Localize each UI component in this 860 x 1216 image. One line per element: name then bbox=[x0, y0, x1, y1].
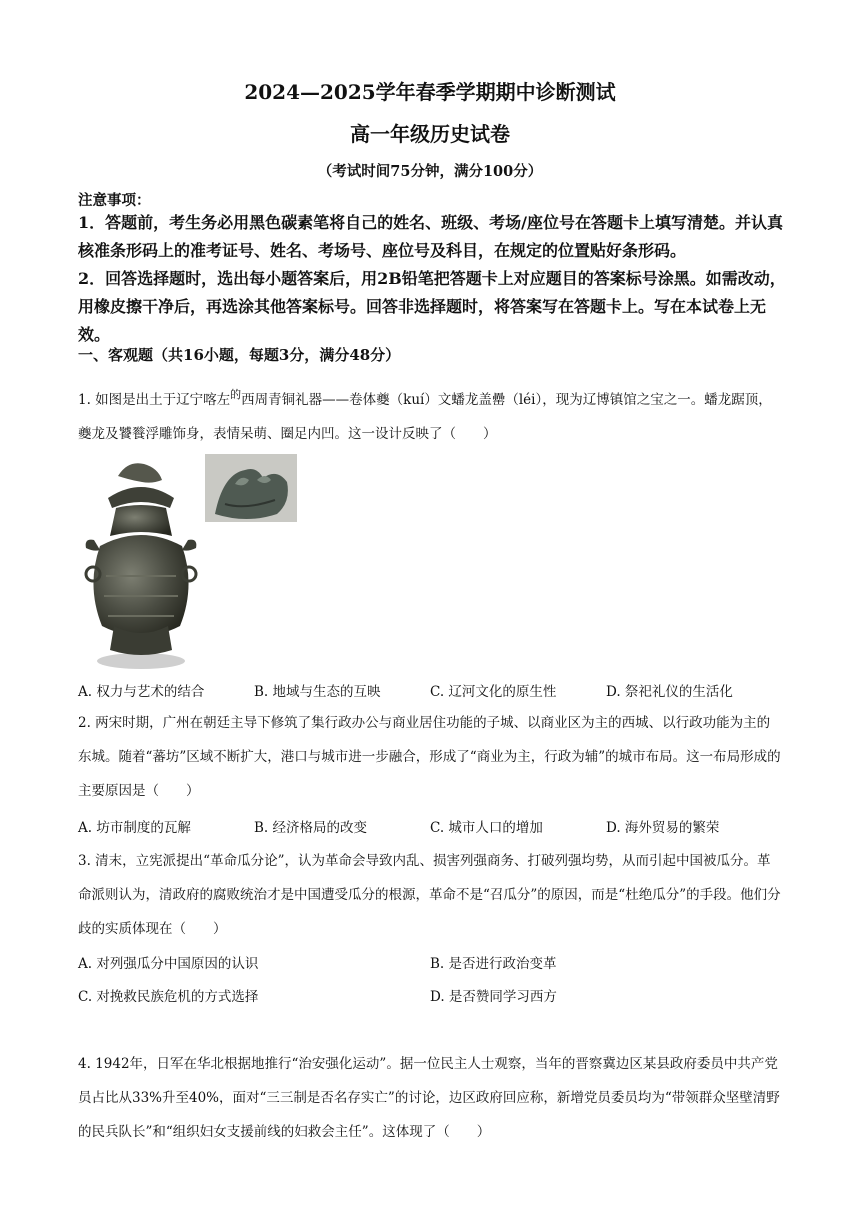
question-1-superscript: 的 bbox=[230, 388, 242, 401]
question-4-stem: 4. 1942年，日军在华北根据地推行“治安强化运动”。据一位民主人士观察，当年的晋察冀边区某县政府委员中共产党员占比从33%升至40%，面对“三三制是否名存实亡”的讨论，边区政府回应称，新增党员委员均为“带领群众坚壁清野的民兵队长”和“组织妇女支援前线的妇救会主任”。这体现了（ ） bbox=[78, 1056, 780, 1140]
notice-heading: 注意事项： bbox=[78, 192, 151, 209]
exam-subject-title: 高一年级历史试卷 bbox=[350, 122, 510, 146]
notice-item-2: 2．回答选择题时，选出每小题答案后，用2B铅笔把答题卡上对应题目的答案标号涂黑。如需改动，用橡皮擦干净后，再选涂其他答案标号。回答非选择题时，将答案写在答题卡上。写在本试卷上无效。 bbox=[78, 269, 786, 344]
dragon-detail-image bbox=[205, 454, 297, 522]
question-3-option-d[interactable]: D. 是否赞同学习西方 bbox=[430, 989, 557, 1005]
question-1-options bbox=[78, 680, 783, 704]
exam-title: 2024—2025学年春季学期期中诊断测试 bbox=[244, 80, 616, 104]
question-3-options-row-1 bbox=[78, 952, 783, 976]
question-3-stem: 3. 清末，立宪派提出“革命瓜分论”，认为革命会导致内乱、损害列强商务、打破列强均势，从而引起中国被瓜分。革命派则认为，清政府的腐败统治才是中国遭受瓜分的根源，革命不是“召瓜分”的原因，而是“杜绝瓜分”的手段。他们分歧的实质体现在（ ） bbox=[78, 853, 781, 937]
question-1-option-d[interactable]: D. 祭祀礼仪的生活化 bbox=[606, 684, 733, 700]
question-1-option-b[interactable]: B. 地域与生态的互映 bbox=[254, 684, 381, 700]
question-3-options-row-2 bbox=[78, 985, 783, 1009]
question-2-option-a[interactable]: A. 坊市制度的瓦解 bbox=[78, 820, 191, 836]
question-2-options bbox=[78, 816, 783, 840]
question-2-option-b[interactable]: B. 经济格局的改变 bbox=[254, 820, 368, 836]
question-1-option-a[interactable]: A. 权力与艺术的结合 bbox=[78, 684, 205, 700]
question-1-stem-start: 1. 如图是出土于辽宁喀左 bbox=[78, 392, 231, 408]
notice-item-1: 1．答题前，考生务必用黑色碳素笔将自己的姓名、班级、考场/座位号在答题卡上填写清楚。并认真核准条形码上的准考证号、姓名、考场号、座位号及科目，在规定的位置贴好条形码。 bbox=[78, 213, 783, 260]
question-1-option-c[interactable]: C. 辽河文化的原生性 bbox=[430, 684, 557, 700]
question-3-option-b[interactable]: B. 是否进行政治变革 bbox=[430, 956, 557, 972]
question-2-option-d[interactable]: D. 海外贸易的繁荣 bbox=[606, 820, 720, 836]
question-1-stem-rest: 西周青铜礼器——卷体夔（kuí）文蟠龙盖罍（léi），现为辽博镇馆之宝之一。蟠龙踞顶，夔龙及饕餮浮雕饰身，表情呆萌、圈足内凹。这一设计反映了（ ） bbox=[78, 392, 772, 442]
question-2-option-c[interactable]: C. 城市人口的增加 bbox=[430, 820, 543, 836]
question-2-stem: 2. 两宋时期，广州在朝廷主导下修筑了集行政办公与商业居住功能的子城、以商业区为主的西城、以行政功能为主的东城。随着“蕃坊”区域不断扩大，港口与城市进一步融合，形成了“商业为主，行政为辅”的城市布局。这一布局形成的主要原因是（ ） bbox=[78, 715, 781, 799]
question-1-stem bbox=[78, 378, 783, 451]
bronze-vessel-image bbox=[78, 456, 204, 670]
exam-time-info: （考试时间75分钟，满分100分） bbox=[317, 163, 543, 180]
question-3-option-a[interactable]: A. 对列强瓜分中国原因的认识 bbox=[78, 956, 259, 972]
section-heading-objective: 一、客观题（共16小题，每题3分，满分48分） bbox=[78, 346, 401, 364]
question-3-option-c[interactable]: C. 对挽救民族危机的方式选择 bbox=[78, 989, 259, 1005]
